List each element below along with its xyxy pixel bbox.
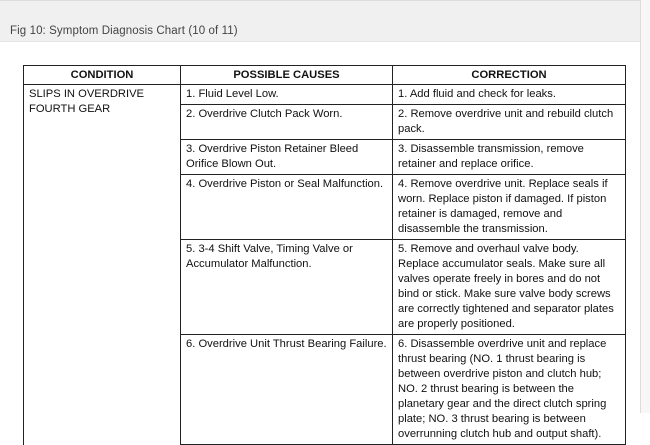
cause-cell: 6. Overdrive Unit Thrust Bearing Failure. xyxy=(181,335,393,445)
cause-cell: 2. Overdrive Clutch Pack Worn. xyxy=(181,105,393,140)
viewer-right-edge xyxy=(640,0,650,413)
table-row xyxy=(24,85,626,105)
figure-page xyxy=(0,42,640,440)
cause-cell: 1. Fluid Level Low. xyxy=(181,85,393,105)
header-condition: CONDITION xyxy=(24,66,181,85)
correction-cell: 6. Disassemble overdrive unit and replace thrust bearing (NO. 1 thrust bearing is between overdrive piston and clutch hub; NO. 2 thrust bearing is between the planetary gear and the direct clutch spring plate; NO. 3 thrust bearing is between overrunning clutch hub and output shaft). xyxy=(393,335,626,445)
condition-cell: SLIPS IN OVERDRIVE FOURTH GEAR xyxy=(24,85,181,445)
cause-cell: 4. Overdrive Piston or Seal Malfunction. xyxy=(181,175,393,240)
correction-cell: 4. Remove overdrive unit. Replace seals if worn. Replace piston if damaged. If piston retainer is damaged, remove and disassemble the transmission. xyxy=(393,175,626,240)
figure-caption-bar xyxy=(0,0,650,42)
header-correction: CORRECTION xyxy=(393,66,626,85)
correction-cell: 5. Remove and overhaul valve body. Replace accumulator seals. Make sure all valves operate freely in bores and do not bind or stick. Make sure valve body screws are correctly tightened and separator plates are properly positioned. xyxy=(393,240,626,335)
symptom-diagnosis-table xyxy=(23,65,626,445)
cause-cell: 5. 3-4 Shift Valve, Timing Valve or Accumulator Malfunction. xyxy=(181,240,393,335)
table-header-row xyxy=(24,66,626,85)
figure-caption: Fig 10: Symptom Diagnosis Chart (10 of 11) xyxy=(10,25,238,37)
cause-cell: 3. Overdrive Piston Retainer Bleed Orifice Blown Out. xyxy=(181,140,393,175)
correction-cell: 2. Remove overdrive unit and rebuild clutch pack. xyxy=(393,105,626,140)
correction-cell: 3. Disassemble transmission, remove retainer and replace orifice. xyxy=(393,140,626,175)
correction-cell: 1. Add fluid and check for leaks. xyxy=(393,85,626,105)
header-possible-causes: POSSIBLE CAUSES xyxy=(181,66,393,85)
